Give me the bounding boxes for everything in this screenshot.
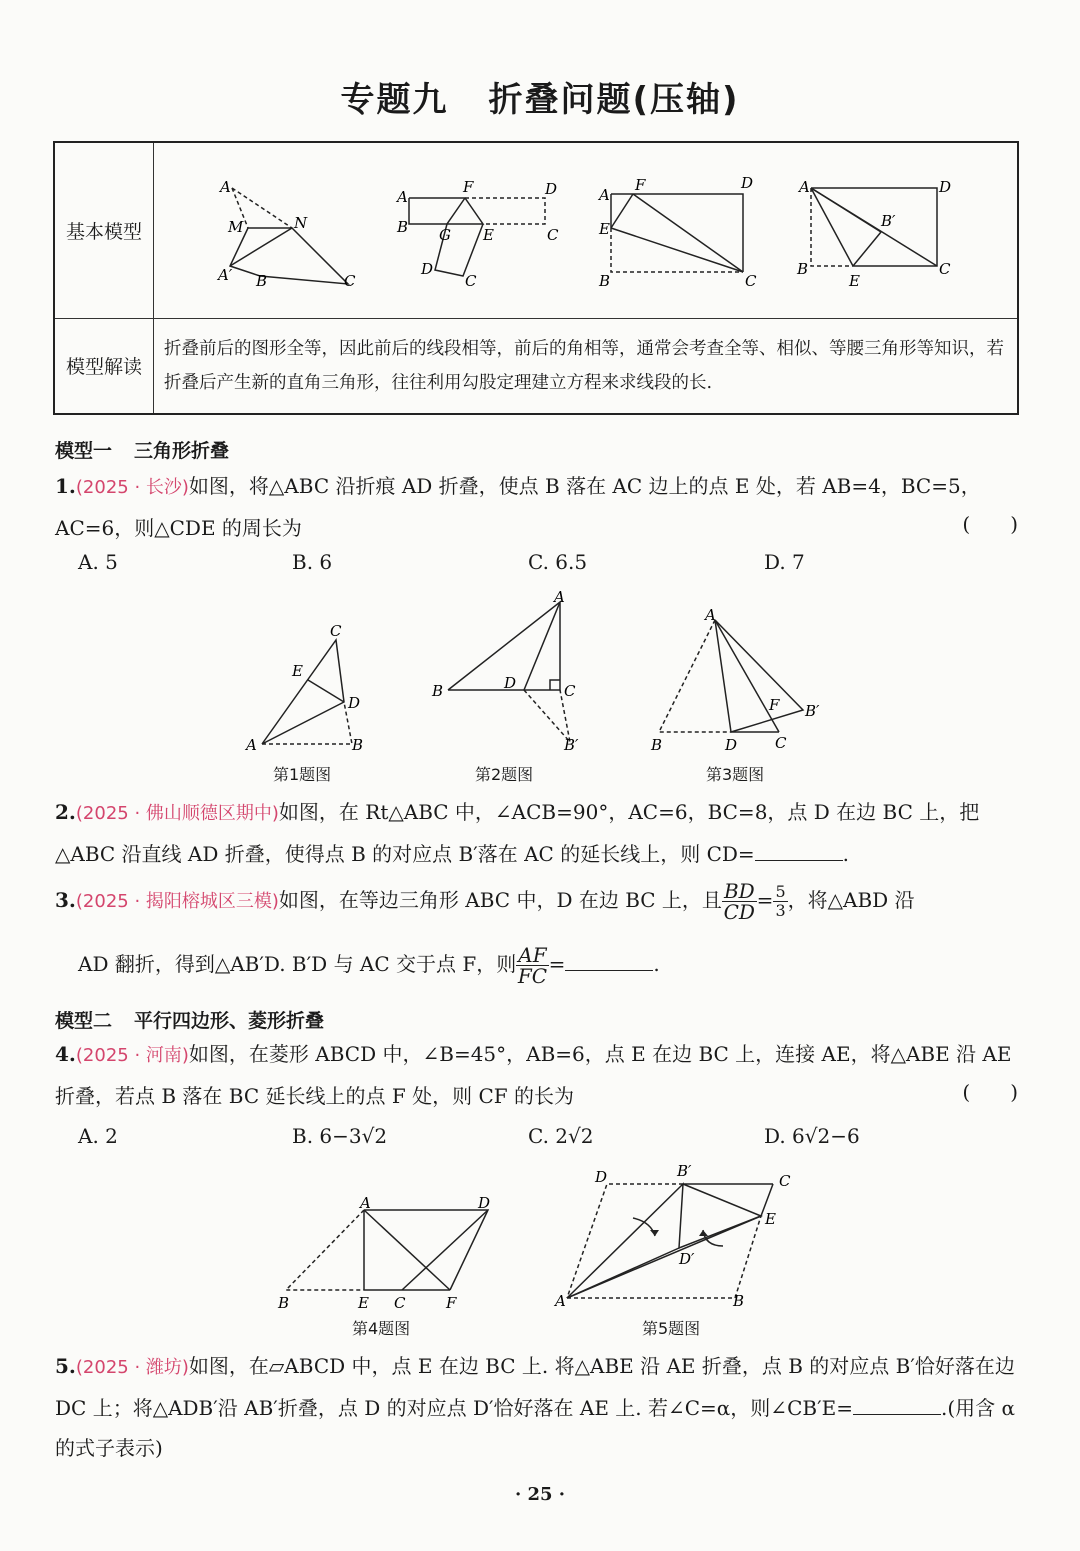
svg-text:F: F bbox=[463, 178, 474, 196]
svg-text:G: G bbox=[439, 226, 451, 244]
caption-q2: 第2题图 bbox=[475, 765, 534, 784]
question-text: 如图，在▱ABCD 中，点 E 在边 BC 上. 将△ABE 沿 AE 折叠，点 B 的对应点 B′恰好落在边 DC 上；将△ADB′沿 AB′折叠，点 D 的对应点 D′恰好落在 AE 上. 若∠C=α，则∠CB′E= bbox=[55, 1354, 1015, 1420]
question-number: 4. bbox=[55, 1042, 76, 1066]
fraction-denominator: FC bbox=[517, 964, 548, 988]
svg-text:E: E bbox=[483, 226, 494, 244]
svg-text:A′: A′ bbox=[218, 266, 233, 284]
question-text: 如图，在等边三角形 ABC 中，D 在边 BC 上，且 bbox=[278, 888, 722, 912]
caption-q4: 第4题图 bbox=[352, 1319, 411, 1338]
svg-text:B′: B′ bbox=[677, 1162, 692, 1180]
svg-text:D: D bbox=[725, 736, 738, 754]
question-source: (2025 · 佛山顺德区期中) bbox=[75, 803, 279, 824]
question-source: (2025 · 长沙) bbox=[75, 477, 189, 498]
svg-text:A: A bbox=[705, 606, 716, 624]
caption-q1: 第1题图 bbox=[273, 765, 332, 784]
svg-text:B: B bbox=[397, 218, 409, 236]
svg-text:A: A bbox=[554, 588, 565, 606]
svg-text:F: F bbox=[769, 696, 780, 714]
fraction-denominator: 3 bbox=[775, 901, 786, 920]
figure-q4 bbox=[272, 1190, 502, 1320]
question-5 bbox=[55, 1346, 1020, 1468]
title-topic: 专题九 bbox=[340, 80, 449, 120]
q4-option-c: C. 2√2 bbox=[528, 1124, 594, 1148]
fraction-numerator: BD bbox=[723, 879, 755, 903]
svg-text:D: D bbox=[421, 260, 434, 278]
question-2 bbox=[55, 792, 1020, 874]
model-figure-2 bbox=[395, 178, 565, 298]
svg-text:D: D bbox=[504, 674, 517, 692]
question-source: (2025 · 揭阳榕城区三模) bbox=[75, 891, 279, 912]
question-source: (2025 · 河南) bbox=[75, 1045, 189, 1066]
q4-option-a: A. 2 bbox=[78, 1124, 118, 1148]
question-text: 如图，在菱形 ABCD 中，∠B=45°，AB=6，点 E 在边 BC 上，连接 AE，将△ABE 沿 AE 折叠，若点 B 落在 BC 延长线上的点 F 处，则 CF 的长为 bbox=[55, 1042, 1012, 1108]
question-number: 5. bbox=[55, 1354, 76, 1378]
section-label: 模型二 bbox=[55, 1010, 113, 1032]
answer-blank-2[interactable] bbox=[755, 836, 843, 861]
section-label: 模型一 bbox=[55, 440, 113, 462]
answer-blank-3[interactable] bbox=[565, 946, 653, 971]
fraction-5-3 bbox=[773, 883, 787, 920]
equals-sign: = bbox=[756, 888, 774, 912]
svg-text:B: B bbox=[278, 1294, 290, 1312]
caption-q5: 第5题图 bbox=[642, 1319, 701, 1338]
section-model-two bbox=[55, 1006, 324, 1033]
question-end: . bbox=[842, 842, 850, 866]
question-text-cont: ，将△ABD 沿 bbox=[787, 888, 915, 912]
svg-text:D: D bbox=[741, 174, 754, 192]
model-figure-3 bbox=[595, 176, 755, 296]
svg-text:F: F bbox=[446, 1294, 457, 1312]
page-number: · 25 · bbox=[514, 1484, 566, 1505]
svg-text:A: A bbox=[799, 178, 810, 196]
svg-text:A: A bbox=[246, 736, 257, 754]
figure-q1 bbox=[240, 618, 380, 758]
q4-option-d: D. 6√2−6 bbox=[764, 1124, 860, 1148]
svg-text:B′: B′ bbox=[805, 702, 820, 720]
svg-text:B: B bbox=[733, 1292, 745, 1310]
answer-paren-4: ( ) bbox=[962, 1080, 1018, 1104]
svg-text:D: D bbox=[595, 1168, 608, 1186]
svg-text:B: B bbox=[797, 260, 809, 278]
page-title bbox=[0, 72, 1080, 121]
svg-text:M: M bbox=[228, 218, 244, 236]
svg-text:E: E bbox=[292, 662, 303, 680]
section-text: 平行四边形、菱形折叠 bbox=[134, 1010, 325, 1032]
question-source: (2025 · 潍坊) bbox=[75, 1357, 189, 1378]
question-4 bbox=[55, 1034, 1020, 1116]
svg-text:C: C bbox=[564, 682, 576, 700]
svg-text:C: C bbox=[394, 1294, 406, 1312]
svg-text:E: E bbox=[599, 220, 610, 238]
model-figure-4 bbox=[795, 176, 955, 296]
fraction-numerator: AF bbox=[518, 943, 547, 967]
svg-text:C: C bbox=[344, 272, 356, 290]
question-end: . bbox=[653, 952, 660, 976]
svg-text:D: D bbox=[478, 1194, 491, 1212]
question-text: 如图，将△ABC 沿折痕 AD 折叠，使点 B 落在 AC 边上的点 E 处，若 AB=4，BC=5，AC=6，则△CDE 的周长为 bbox=[55, 474, 981, 540]
question-text: 如图，在 Rt△ABC 中，∠ACB=90°，AC=6，BC=8，点 D 在边 BC 上，把△ABC 沿直线 AD 折叠，使得点 B 的对应点 B′落在 AC 的延长线上，则 CD= bbox=[55, 800, 980, 866]
q1-option-d: D. 7 bbox=[764, 550, 805, 574]
svg-text:D: D bbox=[348, 694, 361, 712]
svg-text:C: C bbox=[775, 734, 787, 752]
question-number: 1. bbox=[55, 474, 76, 498]
section-text: 三角形折叠 bbox=[134, 440, 230, 462]
equals-sign: = bbox=[548, 952, 566, 976]
svg-text:B′: B′ bbox=[881, 212, 896, 230]
question-text: AD 翻折，得到△AB′D. B′D 与 AC 交于点 F，则 bbox=[78, 952, 517, 976]
svg-text:C: C bbox=[779, 1172, 791, 1190]
figure-q3 bbox=[645, 606, 825, 756]
question-3 bbox=[55, 880, 1020, 922]
model-explanation: 折叠前后的图形全等，因此前后的线段相等，前后的角相等，通常会考查全等、相似、等腰三角形等知识，若折叠后产生新的直角三角形，往往利用勾股定理建立方程来求线段的长. bbox=[154, 318, 1019, 414]
title-subject: 折叠问题(压轴) bbox=[488, 80, 740, 120]
svg-text:B′: B′ bbox=[564, 736, 579, 754]
caption-q3: 第3题图 bbox=[706, 765, 765, 784]
model-figure-1 bbox=[212, 176, 362, 306]
question-1 bbox=[55, 466, 1020, 548]
svg-text:F: F bbox=[635, 176, 646, 194]
svg-text:E: E bbox=[849, 272, 860, 290]
svg-text:A: A bbox=[555, 1292, 566, 1310]
fraction-af-fc bbox=[516, 945, 548, 986]
svg-text:C: C bbox=[547, 226, 559, 244]
svg-text:A: A bbox=[360, 1194, 371, 1212]
row-label-model-interpretation: 模型解读 bbox=[54, 318, 154, 414]
svg-text:D: D bbox=[939, 178, 952, 196]
fraction-bd-cd bbox=[722, 881, 757, 922]
row-label-basic-model: 基本模型 bbox=[54, 142, 154, 318]
svg-text:B: B bbox=[432, 682, 444, 700]
question-number: 2. bbox=[55, 800, 76, 824]
svg-text:A: A bbox=[397, 188, 408, 206]
svg-text:B: B bbox=[599, 272, 611, 290]
question-3-line2 bbox=[78, 944, 1018, 986]
fraction-denominator: CD bbox=[723, 900, 755, 924]
svg-text:E: E bbox=[765, 1210, 776, 1228]
q1-option-a: A. 5 bbox=[78, 550, 118, 574]
svg-text:C: C bbox=[330, 622, 342, 640]
question-number: 3. bbox=[55, 888, 76, 912]
section-model-one bbox=[55, 436, 229, 463]
svg-text:B: B bbox=[256, 272, 268, 290]
fraction-numerator: 5 bbox=[775, 882, 786, 901]
q1-option-c: C. 6.5 bbox=[528, 550, 588, 574]
svg-text:A: A bbox=[220, 178, 231, 196]
svg-text:C: C bbox=[745, 272, 757, 290]
svg-text:D′: D′ bbox=[679, 1250, 695, 1268]
figure-q5 bbox=[555, 1160, 805, 1310]
figure-q2 bbox=[430, 590, 590, 760]
answer-blank-5[interactable] bbox=[853, 1390, 941, 1415]
q4-option-b: B. 6−3√2 bbox=[292, 1124, 388, 1148]
svg-text:N: N bbox=[294, 214, 308, 232]
svg-text:C: C bbox=[939, 260, 951, 278]
svg-text:B: B bbox=[352, 736, 364, 754]
q1-option-b: B. 6 bbox=[292, 550, 333, 574]
svg-text:C: C bbox=[465, 272, 477, 290]
svg-text:A: A bbox=[599, 186, 610, 204]
svg-text:D: D bbox=[545, 180, 558, 198]
question-end: .(用含 α 的式子表示) bbox=[55, 1396, 1015, 1460]
svg-text:B: B bbox=[651, 736, 663, 754]
answer-paren-1: ( ) bbox=[962, 512, 1018, 536]
svg-text:E: E bbox=[358, 1294, 369, 1312]
